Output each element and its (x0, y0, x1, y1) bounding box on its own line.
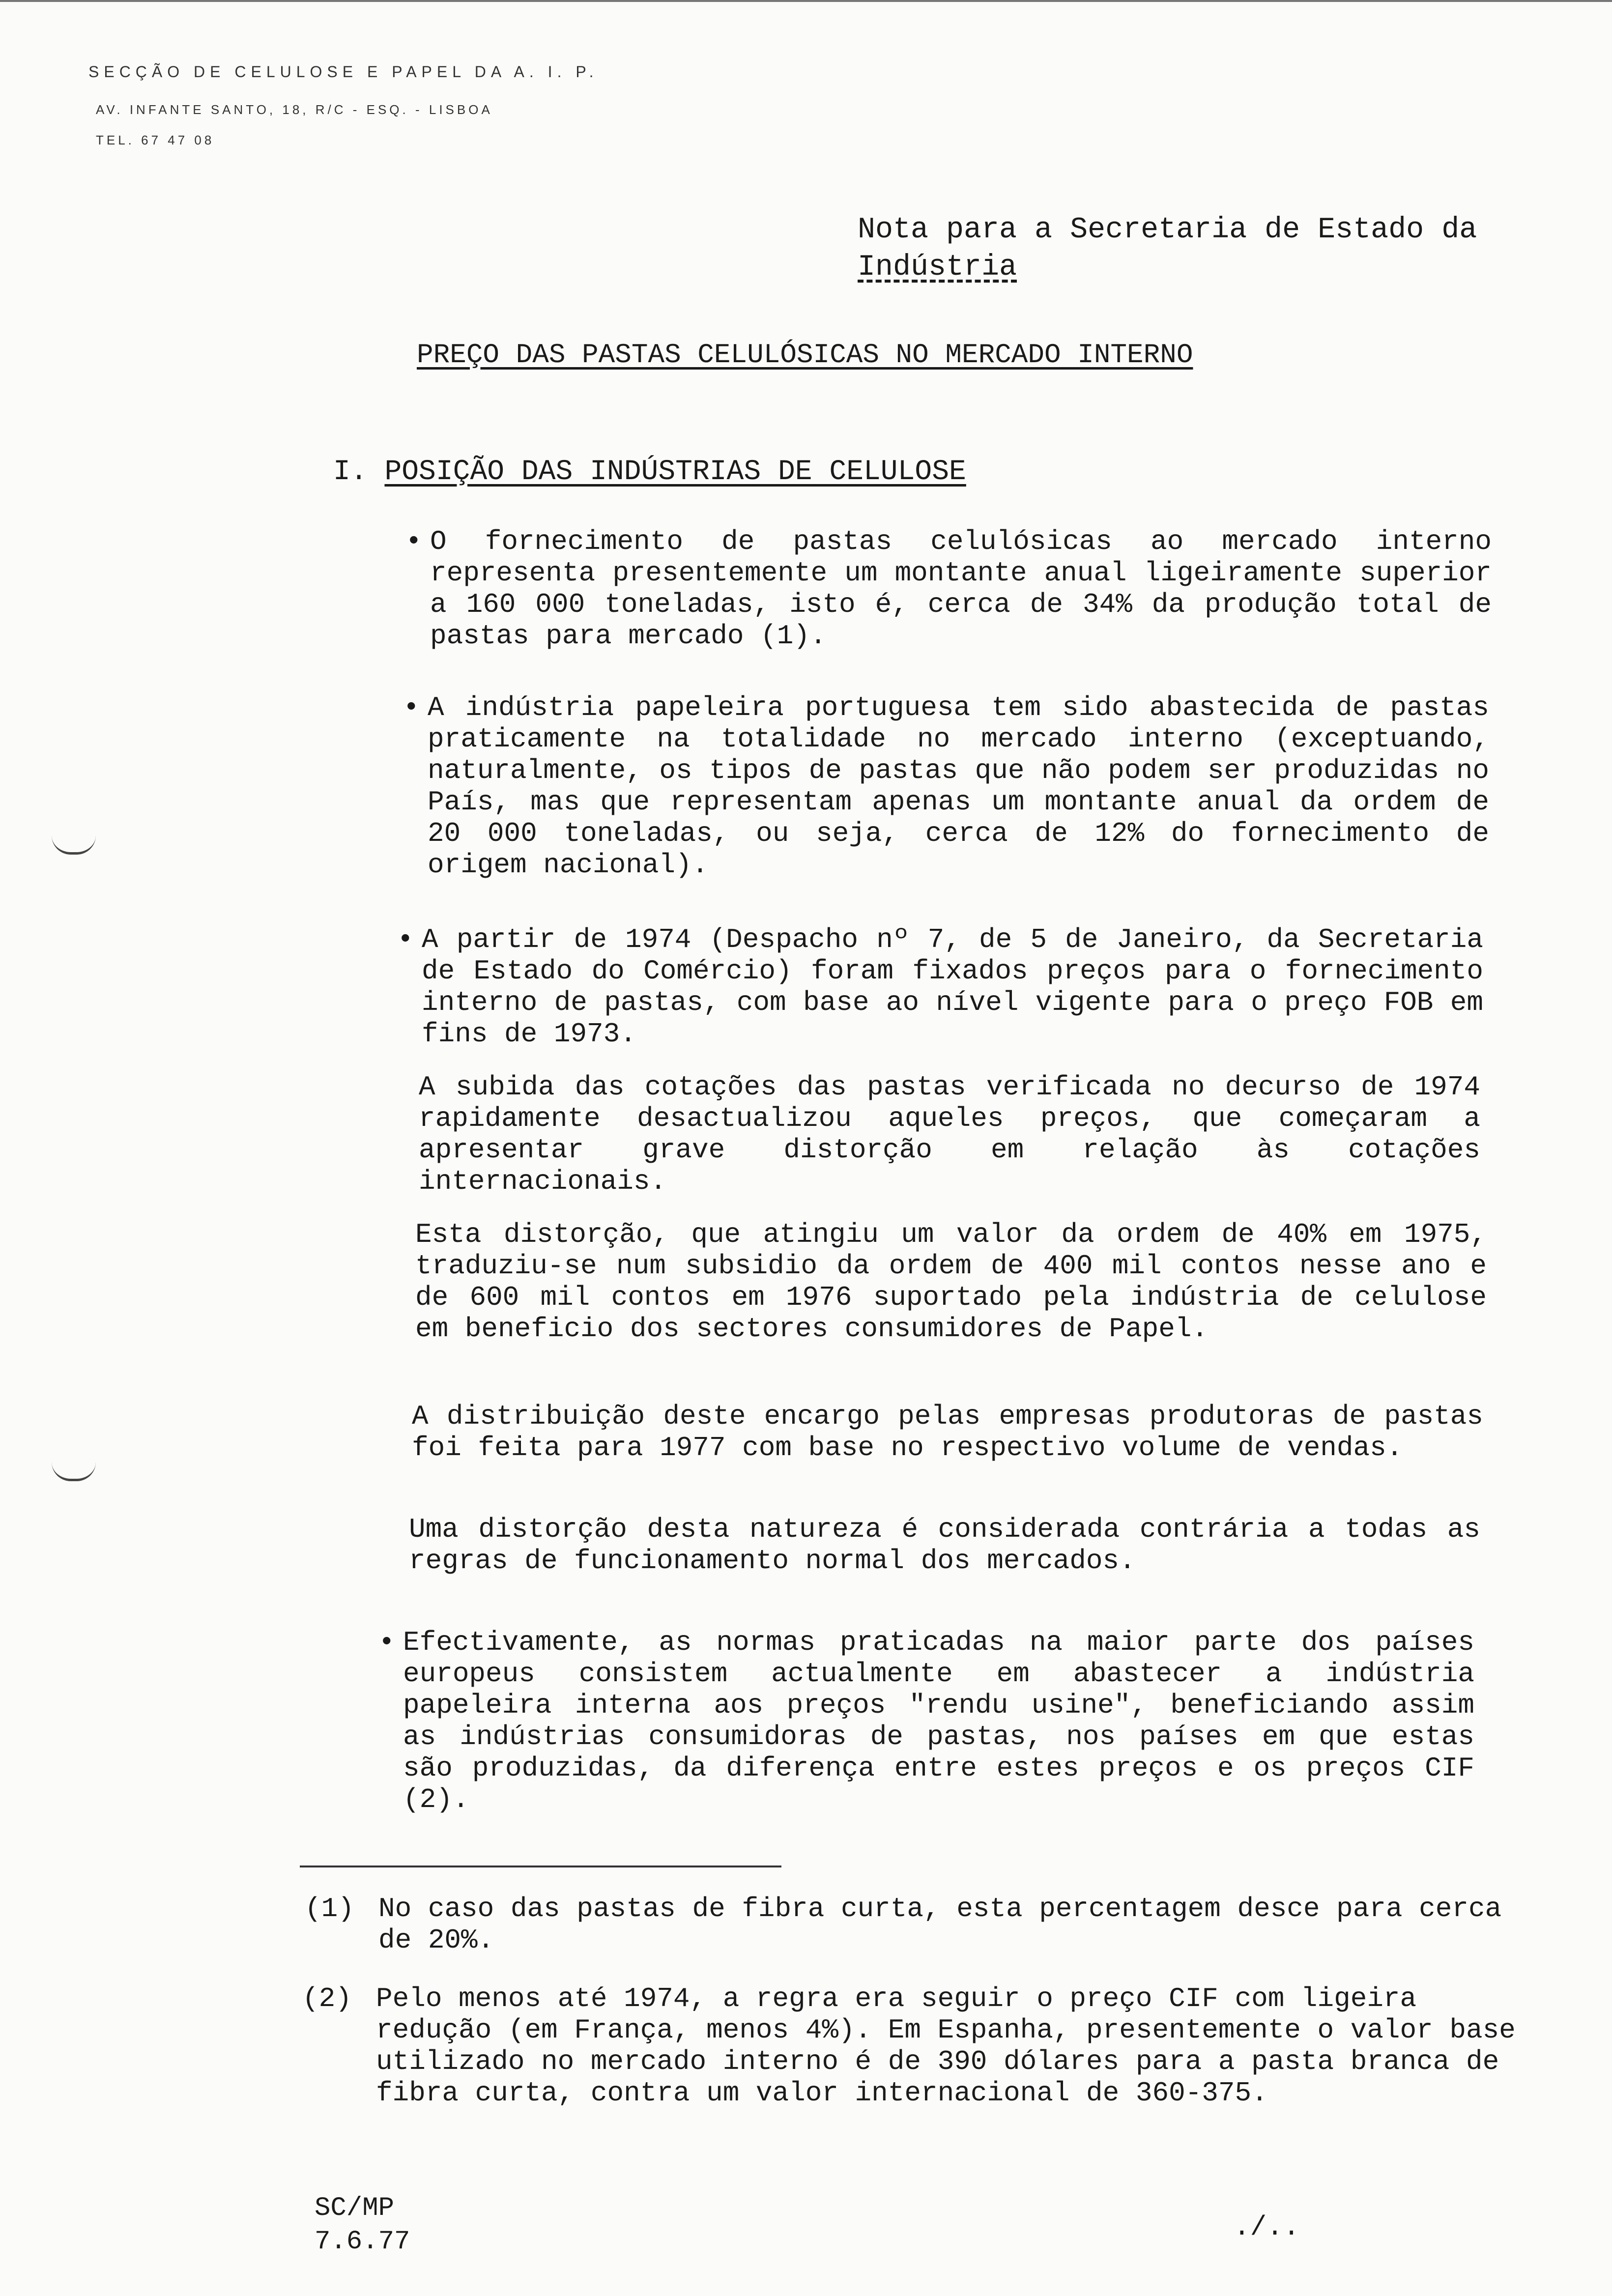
footnote-number: (1) (305, 1893, 354, 1924)
bullet: • (378, 1627, 395, 1658)
section-heading (333, 456, 966, 488)
footnote-separator (300, 1866, 781, 1867)
letterhead-line-1: SECÇÃO DE CELULOSE E PAPEL DA A. I. P. (88, 63, 599, 81)
paragraph-1 (405, 526, 1492, 652)
letterhead-line-2: AV. INFANTE SANTO, 18, R/C - ESQ. - LISBOA (96, 102, 493, 117)
paragraph-6 (412, 1401, 1483, 1464)
margin-mark (52, 1462, 96, 1481)
footnote-number: (2) (302, 1983, 352, 2014)
paragraph-text: Efectivamente, as normas praticadas na maior parte dos países europeus consistem actualmente em abastecer a indústria papeleira interna aos preços "rendu usine", beneficiando assim as indústrias consumidoras de pastas, nos países em que estas são produzidas, da diferença entre estes preços e os preços CIF (2). (403, 1627, 1474, 1815)
paragraph-text: Uma distorção desta natureza é considerada contrária a todas as regras de funcionamento normal dos mercados. (409, 1514, 1480, 1577)
top-rule (0, 0, 1612, 2)
paragraph-3 (397, 924, 1483, 1050)
section-number: I. (333, 456, 368, 488)
paragraph-text: A partir de 1974 (Despacho nº 7, de 5 de Janeiro, da Secretaria de Estado do Comércio) foram fixados preços para o fornecimento interno de pastas, com base ao nível vigente para o preço FOB em fins de 1973. (422, 924, 1483, 1050)
footnote-text: No caso das pastas de fibra curta, esta percentagem desce para cerca de 20%. (378, 1893, 1502, 1956)
author-initials: SC/MP (315, 2193, 395, 2223)
section-title: POSIÇÃO DAS INDÚSTRIAS DE CELULOSE (384, 456, 966, 488)
paragraph-text: A subida das cotações das pastas verificada no decurso de 1974 rapidamente desactualizou aqueles preços, que começaram a apresentar grave distorção em relação às cotações internacionais. (419, 1071, 1480, 1197)
signature-block (315, 2192, 410, 2259)
paragraph-text: Esta distorção, que atingiu um valor da ordem de 40% em 1975, traduziu-se num subsidio da ordem de 400 mil contos nesse ano e de 600 mil contos em 1976 suportado pela indústria de celulose em beneficio dos sectores consumidores de Papel. (415, 1219, 1487, 1345)
bullet: • (403, 692, 420, 723)
addressee-line-1: Nota para a Secretaria de Estado da (858, 213, 1477, 247)
addressee-note (858, 211, 1555, 286)
footnote-text: Pelo menos até 1974, a regra era seguir o preço CIF com ligeira redução (em França, menos 4%). Em Espanha, presentemente o valor base utilizado no mercado interno é de 390 dólares para a pasta branca de fibra curta, contra um valor internacional de 360-375. (376, 1983, 1516, 2109)
bullet: • (405, 526, 422, 557)
footnote-2 (302, 1983, 1521, 2109)
bullet: • (397, 924, 414, 955)
paragraph-4 (419, 1071, 1480, 1197)
continuation-mark: ./.. (1234, 2211, 1300, 2243)
paragraph-text: O fornecimento de pastas celulósicas ao mercado interno representa presentemente um montante anual ligeiramente superior a 160 000 toneladas, isto é, cerca de 34% da produção total de pastas para mercado (1). (430, 526, 1492, 652)
footnote-1 (305, 1893, 1524, 1956)
margin-mark (52, 835, 96, 855)
paragraph-8 (378, 1627, 1474, 1815)
document-date: 7.6.77 (315, 2227, 410, 2257)
paragraph-5 (415, 1219, 1487, 1345)
paragraph-text: A distribuição deste encargo pelas empresas produtoras de pastas foi feita para 1977 com base no respectivo volume de vendas. (412, 1401, 1483, 1464)
letterhead-line-3: TEL. 67 47 08 (96, 133, 215, 147)
addressee-line-2: Indústria (858, 251, 1017, 284)
document-title: PREÇO DAS PASTAS CELULÓSICAS NO MERCADO INTERNO (417, 339, 1193, 371)
paragraph-7 (409, 1514, 1480, 1577)
paragraph-text: A indústria papeleira portuguesa tem sido abastecida de pastas praticamente na totalidade no mercado interno (exceptuando, naturalmente, os tipos de pastas que não podem ser produzidas no País, mas que representam apenas um montante anual da ordem de 20 000 toneladas, ou seja, cerca de 12% do fornecimento de origem nacional). (428, 692, 1489, 881)
paragraph-2 (403, 692, 1489, 881)
